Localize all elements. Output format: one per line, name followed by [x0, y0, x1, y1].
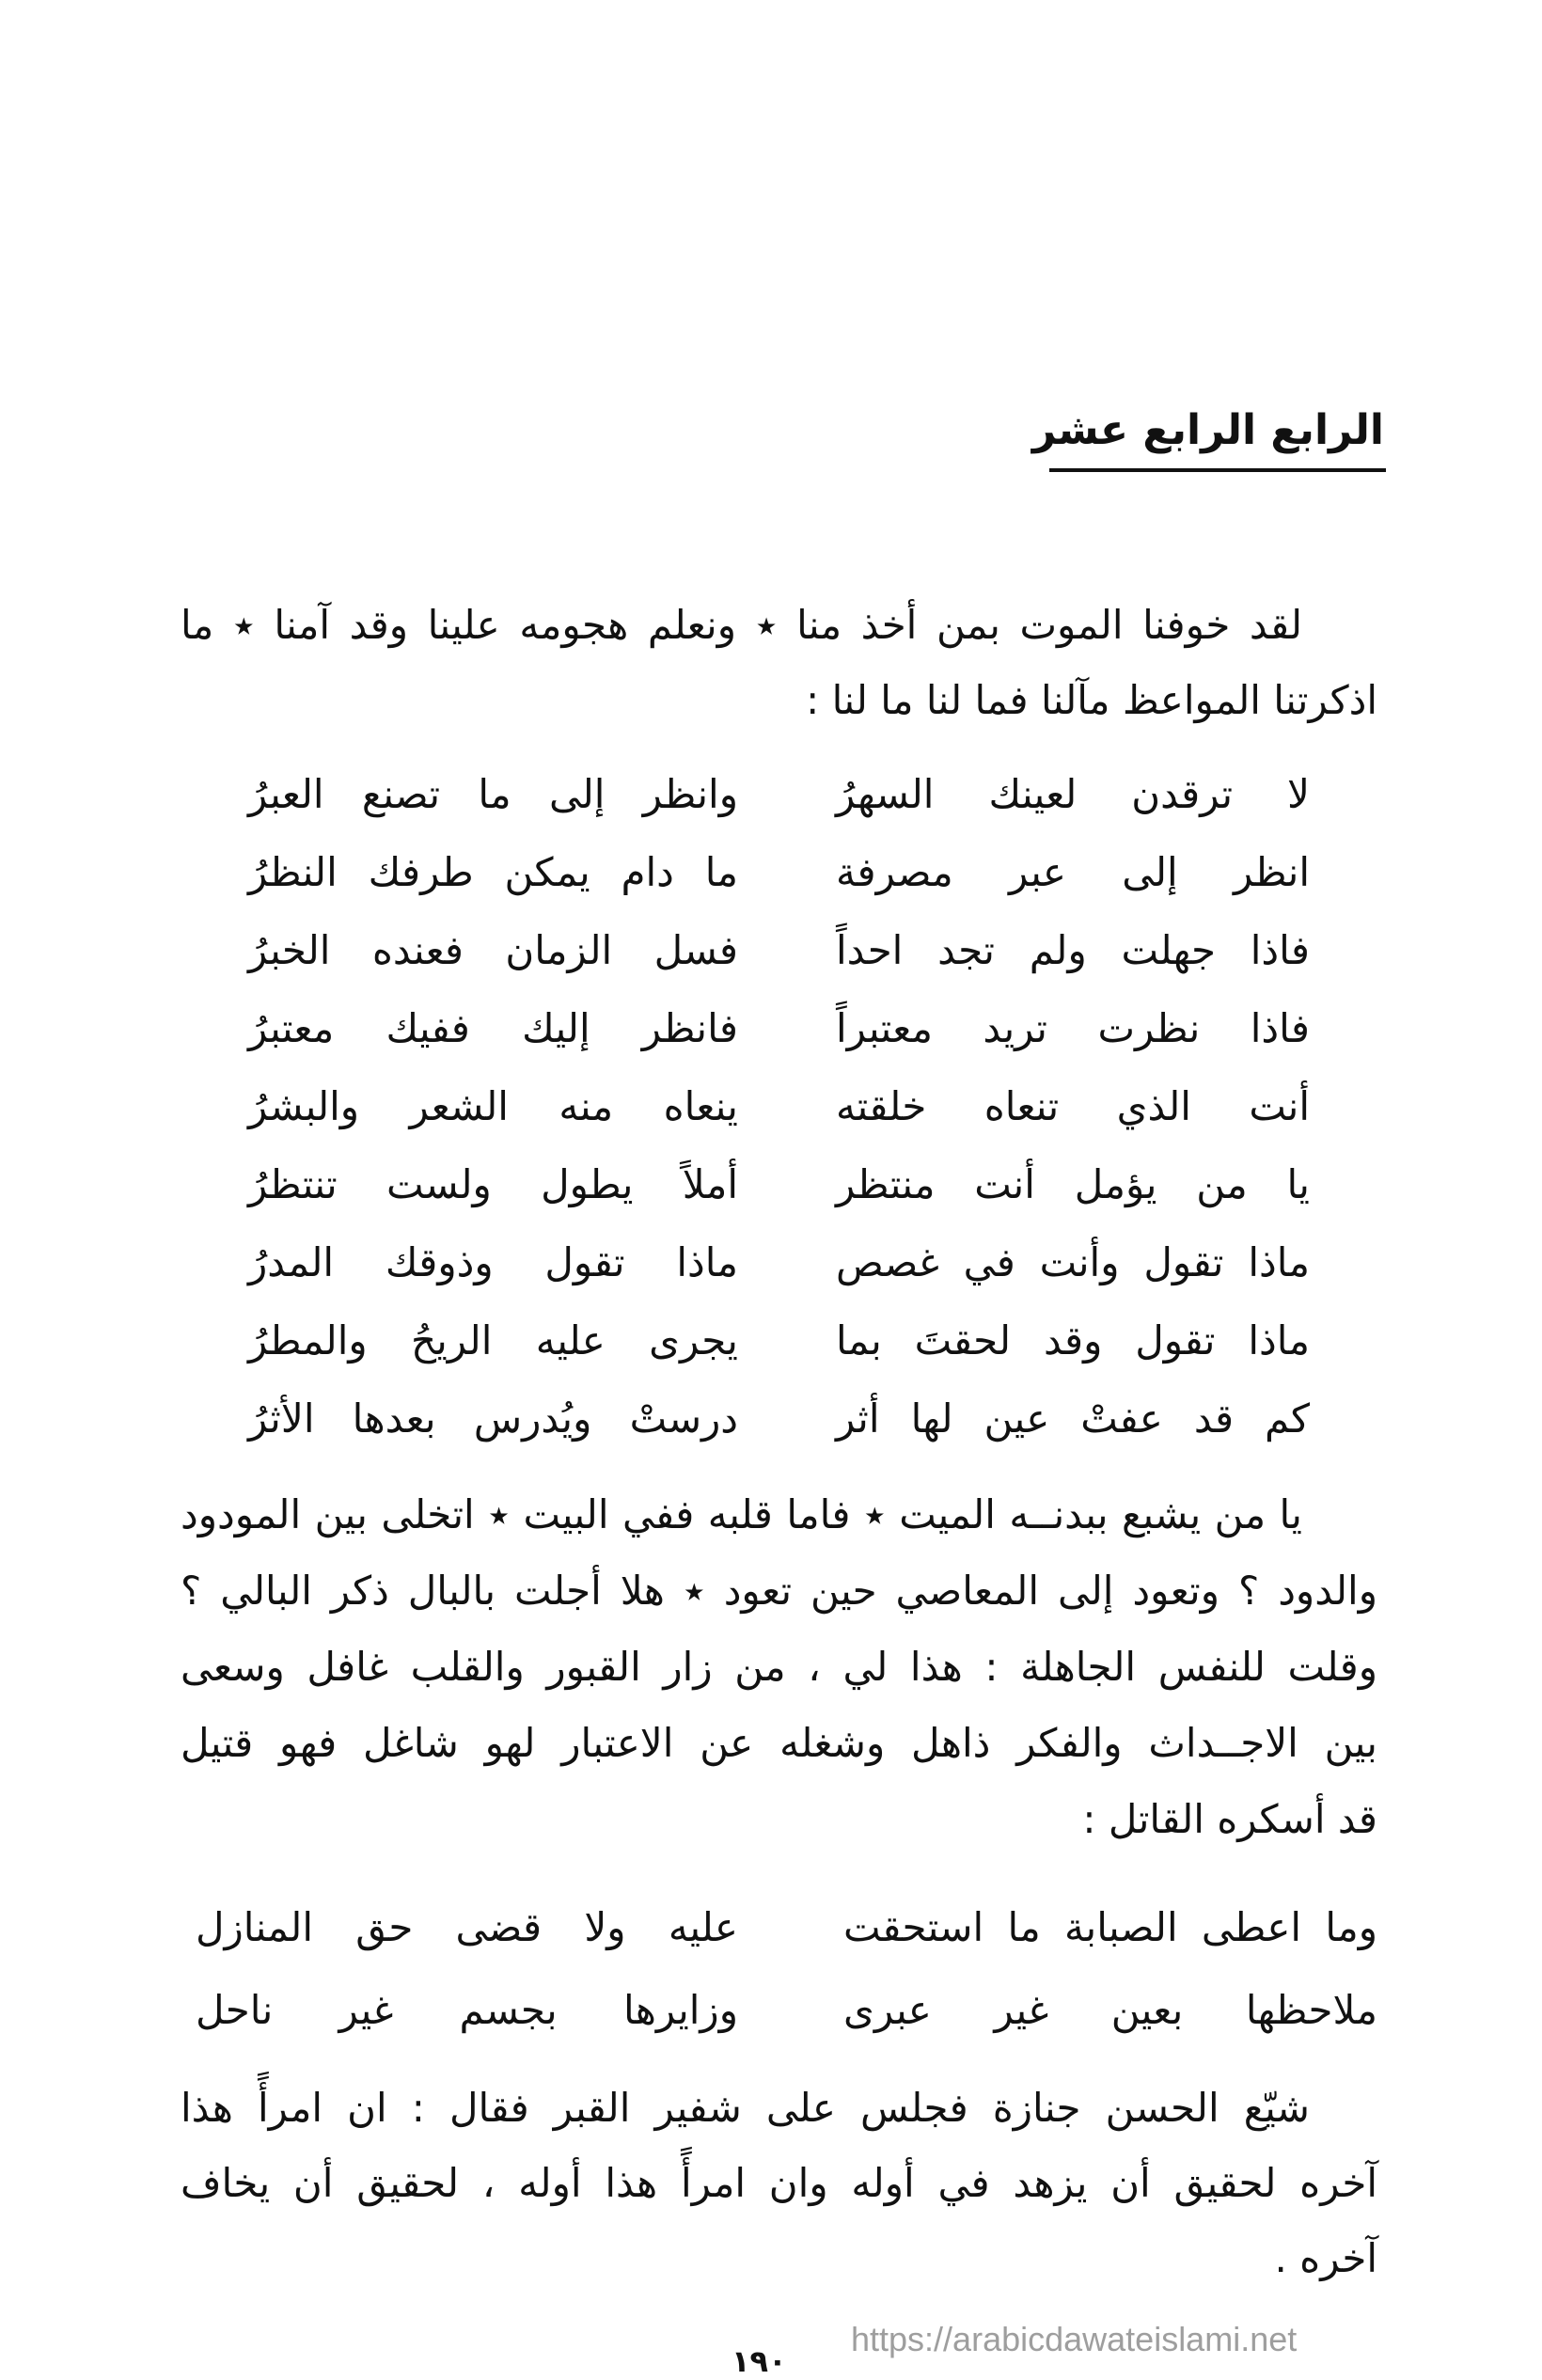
poem-verse — [0, 1969, 1542, 2052]
verse-second-hemistich: وزايرها بجسم غير ناحل — [196, 1987, 738, 2033]
verse-second-hemistich: درستْ ويُدرس بعدها الأثرُ — [248, 1395, 738, 1442]
poem-verse — [0, 1067, 1542, 1145]
poem-1 — [0, 755, 1542, 1458]
poem-verse — [0, 833, 1542, 911]
verse-second-hemistich: فانظر إليك ففيك معتبرُ — [248, 1005, 738, 1051]
title-underline — [1049, 468, 1386, 472]
verse-second-hemistich: أملاً يطول ولست تنتظرُ — [248, 1161, 738, 1207]
verse-first-hemistich: انظر إلى عبر مصرفة — [836, 849, 1310, 895]
paragraph-line: آخره لحقيق أن يزهد في أوله وان امرأً هذا أوله ، لحقيق أن يخاف — [181, 2160, 1377, 2206]
verse-first-hemistich: ماذا تقول وقد لحقتَ بما — [836, 1317, 1310, 1363]
verse-second-hemistich: ما دام يمكن طرفك النظرُ — [248, 849, 738, 895]
poem-verse — [0, 989, 1542, 1067]
verse-second-hemistich: فسل الزمان فعنده الخبرُ — [248, 927, 738, 973]
page-number: ١٩٠ — [732, 2343, 787, 2379]
source-watermark: https://arabicdawateislami.net — [851, 2320, 1298, 2358]
verse-second-hemistich: ينعاه منه الشعر والبشرُ — [248, 1083, 738, 1129]
paragraph-line: قد أسكره القاتل : — [1082, 1796, 1377, 1842]
poem-2 — [0, 1886, 1542, 2052]
verse-second-hemistich: يجرى عليه الريحُ والمطرُ — [248, 1317, 738, 1363]
chapter-title: الرابع الرابع عشر — [1031, 406, 1384, 454]
poem-verse — [0, 755, 1542, 833]
paragraph-line: اذكرتنا المواعظ مآلنا فما لنا ما لنا : — [806, 677, 1377, 723]
prose-section-2 — [181, 1476, 1377, 1857]
verse-first-hemistich: ملاحظها بعين غير عبرى — [843, 1987, 1377, 2033]
paragraph-line: آخره . — [1274, 2235, 1377, 2281]
paragraph-line: شيّع الحسن جنازة فجلس على شفير القبر فقال : ان امرأً هذا — [181, 2085, 1310, 2131]
verse-first-hemistich: ماذا تقول وأنت في غصص — [836, 1239, 1310, 1285]
verse-first-hemistich: أنت الذي تنعاه خلقته — [836, 1083, 1310, 1129]
poem-verse — [0, 1379, 1542, 1458]
verse-first-hemistich: وما اعطى الصبابة ما استحقت — [843, 1904, 1377, 1950]
paragraph-line: يا من يشبع ببدنــه الميت ٭ فاما قلبه ففي البيت ٭ اتخلى بين المودود — [181, 1491, 1302, 1537]
verse-second-hemistich: عليه ولا قضى حق المنازل — [196, 1904, 738, 1950]
verse-first-hemistich: كم قد عفتْ عين لها أثر — [836, 1395, 1310, 1442]
verse-second-hemistich: وانظر إلى ما تصنع العبرُ — [248, 771, 738, 817]
poem-verse — [0, 1223, 1542, 1301]
paragraph-line: لقد خوفنا الموت بمن أخذ منا ٭ ونعلم هجومه علينا وقد آمنا ٭ ما — [181, 602, 1302, 648]
poem-verse — [0, 1145, 1542, 1223]
poem-verse — [0, 1301, 1542, 1379]
verse-first-hemistich: لا ترقدن لعينك السهرُ — [836, 771, 1310, 817]
verse-first-hemistich: فاذا جهلت ولم تجد احداً — [836, 927, 1310, 973]
verse-first-hemistich: فاذا نظرت تريد معتبراً — [836, 1005, 1310, 1051]
prose-section-1 — [181, 588, 1377, 738]
verse-second-hemistich: ماذا تقول وذوقك المدرُ — [248, 1239, 738, 1285]
poem-verse — [0, 1886, 1542, 1969]
poem-verse — [0, 911, 1542, 989]
paragraph-line: وقلت للنفس الجاهلة : هذا لي ، من زار القبور والقلب غافل وسعى — [181, 1644, 1377, 1690]
paragraph-line: بين الاجــداث والفكر ذاهل وشغله عن الاعتبار لهو شاغل فهو قتيل — [181, 1720, 1377, 1766]
paragraph-line: والدود ؟ وتعود إلى المعاصي حين تعود ٭ هلا أجلت بالبال ذكر البالي ؟ — [181, 1568, 1377, 1614]
verse-first-hemistich: يا من يؤمل أنت منتظر — [836, 1161, 1310, 1207]
prose-section-3 — [181, 2071, 1377, 2296]
